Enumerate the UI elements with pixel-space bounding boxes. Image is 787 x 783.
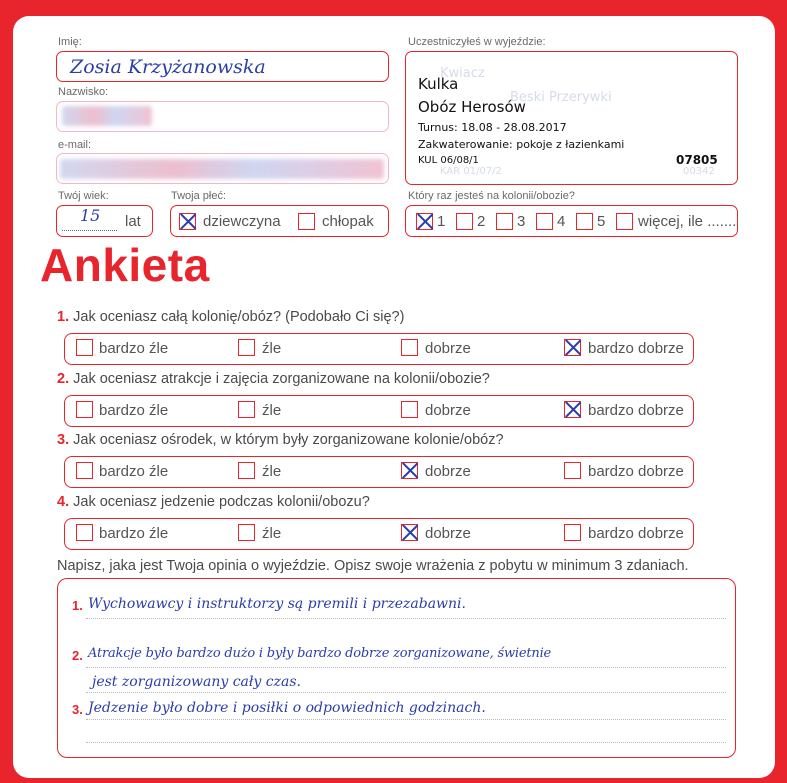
question-4-text: Jak oceniasz jedzenie podczas kolonii/obozu? [73, 494, 370, 510]
trip-label: Uczestniczyłeś w wyjeździe: [408, 36, 546, 48]
opinion-line-3: Jedzenie było dobre i posiłki o odpowiednich godzinach. [88, 700, 486, 716]
question-2-number: 2. [57, 371, 70, 387]
times-option-1: 1 [437, 213, 446, 230]
q2-option-dobrze: dobrze [425, 402, 471, 419]
q4-checkbox-bardzo-zle[interactable] [76, 524, 93, 541]
trip-ghost-1: Kwiacz [440, 66, 485, 81]
opinion-number-2-text: 2. [72, 648, 83, 663]
q1-checkbox-bardzo-dobrze[interactable] [564, 339, 581, 356]
plec-option-dziewczyna: dziewczyna [203, 213, 281, 230]
question-4-number: 4. [57, 494, 70, 510]
q3-checkbox-zle[interactable] [238, 462, 255, 479]
q3-checkbox-bardzo-zle[interactable] [76, 462, 93, 479]
nazwisko-label: Nazwisko: [58, 86, 109, 98]
opinion-line [86, 692, 726, 693]
wiek-unit: lat [125, 213, 141, 230]
trip-turnus: Turnus: 18.08 - 28.08.2017 [418, 121, 567, 134]
opinion-prompt: Napisz, jaka jest Twoja opinia o wyjeździe. Opisz swoje wrażenia z pobytu w minimum 3 zdaniach. [57, 558, 689, 574]
q1-option-bardzo-dobrze: bardzo dobrze [588, 340, 684, 357]
q2-checkbox-bardzo-zle[interactable] [76, 401, 93, 418]
q1-checkbox-dobrze[interactable] [401, 339, 418, 356]
trip-name: Kulka [418, 75, 459, 93]
opinion-line [86, 618, 726, 619]
plec-checkbox-chlopak[interactable] [298, 213, 315, 230]
opinion-number-1-text: 1. [72, 598, 83, 613]
question-4 [57, 494, 370, 510]
q4-checkbox-zle[interactable] [238, 524, 255, 541]
q2-checkbox-dobrze[interactable] [401, 401, 418, 418]
plec-checkbox-dziewczyna[interactable] [179, 213, 196, 230]
opinion-line-1: Wychowawcy i instruktorzy są premili i przezabawni. [88, 596, 466, 612]
trip-camp: Obóz Herosów [418, 98, 526, 116]
times-checkbox-4[interactable] [536, 213, 553, 230]
trip-number: 07805 [676, 153, 718, 167]
q3-option-bardzo-zle: bardzo źle [99, 463, 169, 480]
q1-checkbox-zle[interactable] [238, 339, 255, 356]
times-checkbox-3[interactable] [496, 213, 513, 230]
q2-option-bardzo-zle: bardzo źle [99, 402, 169, 419]
question-1-text: Jak oceniasz całą kolonię/obóz? (Podobało Ci się?) [73, 309, 405, 325]
q4-option-bardzo-dobrze: bardzo dobrze [588, 525, 684, 542]
q2-option-bardzo-dobrze: bardzo dobrze [588, 402, 684, 419]
q2-option-zle: źle [262, 402, 282, 419]
q1-option-bardzo-zle: bardzo źle [99, 340, 169, 357]
q1-checkbox-bardzo-zle[interactable] [76, 339, 93, 356]
q2-checkbox-bardzo-dobrze[interactable] [564, 401, 581, 418]
q4-option-zle: źle [262, 525, 282, 542]
q3-option-zle: źle [262, 463, 282, 480]
question-1 [57, 309, 404, 325]
plec-label: Twoja płeć: [171, 190, 227, 202]
q3-checkbox-bardzo-dobrze[interactable] [564, 462, 581, 479]
question-2-text: Jak oceniasz atrakcje i zajęcia zorganizowane na kolonii/obozie? [73, 371, 490, 387]
question-2 [57, 371, 490, 387]
redacted-email [60, 159, 384, 179]
trip-zakwaterowanie: Zakwaterowanie: pokoje z łazienkami [418, 138, 625, 151]
times-checkbox-5[interactable] [576, 213, 593, 230]
opinion-line [86, 742, 726, 743]
question-3-number: 3. [57, 432, 70, 448]
q2-checkbox-zle[interactable] [238, 401, 255, 418]
opinion-number-3-text: 3. [72, 702, 83, 717]
imie-value: Zosia Krzyżanowska [70, 56, 266, 78]
survey-title: Ankieta [40, 239, 210, 291]
times-label: Który raz jesteś na kolonii/obozie? [408, 190, 575, 202]
opinion-number-3 [72, 702, 83, 717]
opinion-line-2: Atrakcje było bardzo dużo i były bardzo dobrze zorganizowane, świetnie [88, 646, 552, 661]
trip-code: KUL 06/08/1 [418, 155, 479, 166]
opinion-number-2 [72, 648, 83, 663]
times-option-more: więcej, ile ....... [638, 213, 737, 230]
question-1-number: 1. [57, 309, 70, 325]
times-checkbox-2[interactable] [456, 213, 473, 230]
wiek-label: Twój wiek: [58, 190, 109, 202]
q4-option-dobrze: dobrze [425, 525, 471, 542]
plec-option-chlopak: chłopak [322, 213, 374, 230]
opinion-line [86, 667, 726, 668]
q3-option-dobrze: dobrze [425, 463, 471, 480]
q3-checkbox-dobrze[interactable] [401, 462, 418, 479]
q4-checkbox-dobrze[interactable] [401, 524, 418, 541]
wiek-dots [62, 230, 117, 231]
question-3 [57, 432, 504, 448]
redacted-surname [62, 106, 152, 126]
q1-option-zle: źle [262, 340, 282, 357]
opinion-number-1 [72, 598, 83, 613]
wiek-value: 15 [80, 206, 101, 225]
times-option-2: 2 [477, 213, 486, 230]
opinion-line [86, 719, 726, 720]
times-option-5: 5 [597, 213, 606, 230]
trip-ghost-2: Beski Przerywki [510, 90, 612, 105]
times-checkbox-more[interactable] [616, 213, 633, 230]
q4-option-bardzo-zle: bardzo źle [99, 525, 169, 542]
trip-ghost-code: 00342 [683, 166, 715, 177]
q4-checkbox-bardzo-dobrze[interactable] [564, 524, 581, 541]
q1-option-dobrze: dobrze [425, 340, 471, 357]
trip-ghost-3: KAR 01/07/2 [440, 166, 502, 177]
times-checkbox-1[interactable] [416, 213, 433, 230]
times-option-3: 3 [517, 213, 526, 230]
email-label: e-mail: [58, 139, 92, 151]
opinion-line-2b: jest zorganizowany cały czas. [92, 674, 301, 690]
q3-option-bardzo-dobrze: bardzo dobrze [588, 463, 684, 480]
times-option-4: 4 [557, 213, 566, 230]
imie-label: Imię: [58, 36, 82, 48]
question-3-text: Jak oceniasz ośrodek, w którym były zorganizowane kolonie/obóz? [73, 432, 504, 448]
